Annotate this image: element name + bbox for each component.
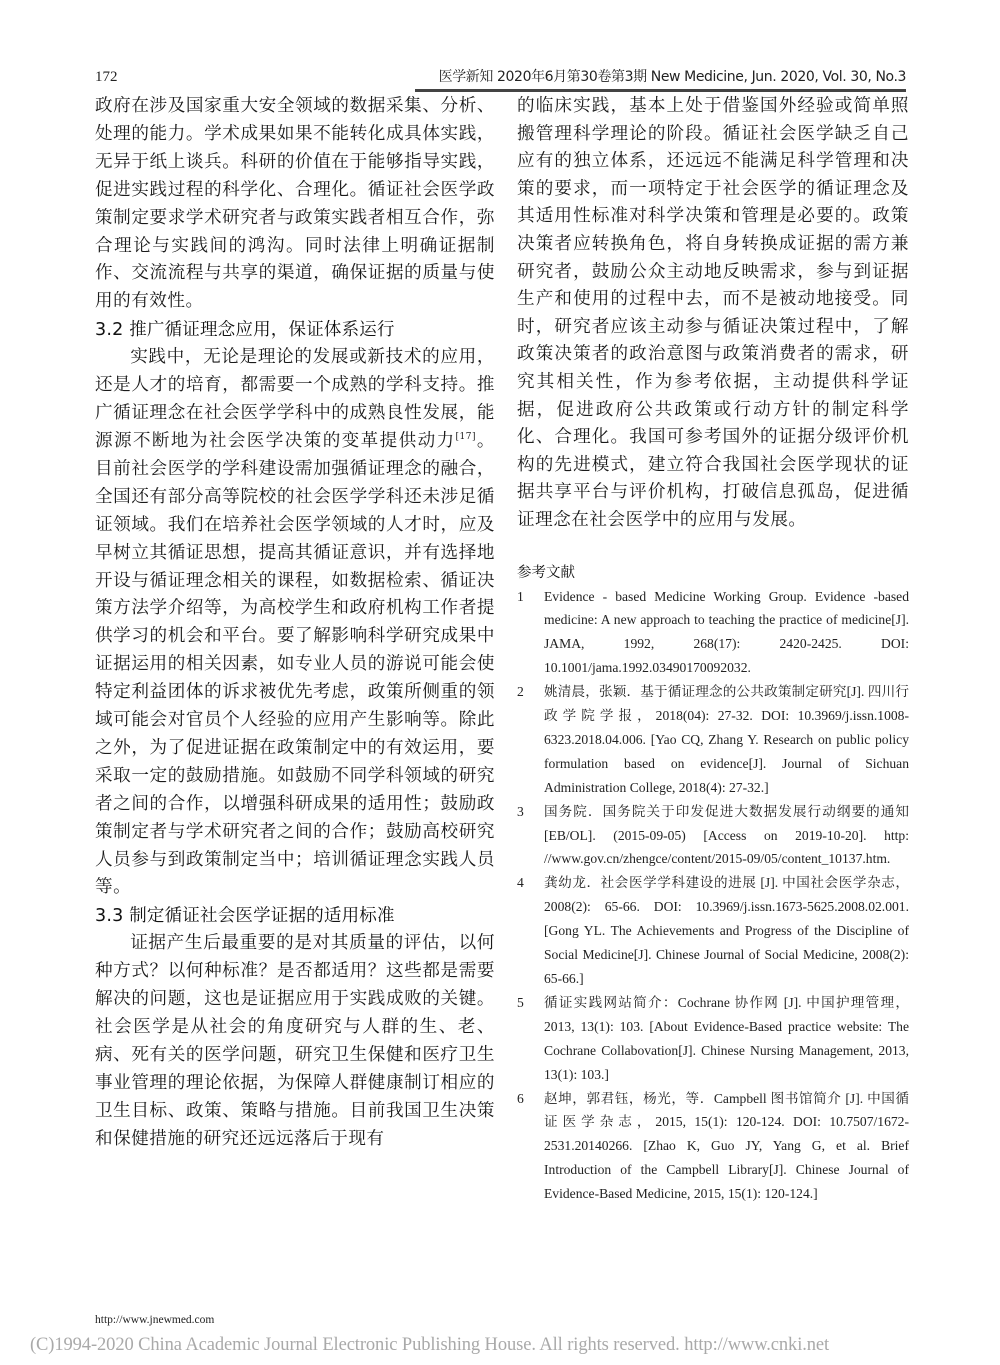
reference-item — [517, 680, 909, 800]
reference-number: 3 — [517, 803, 524, 819]
reference-number: 4 — [517, 875, 524, 891]
reference-number: 2 — [517, 684, 524, 700]
reference-item — [517, 585, 909, 681]
right-column — [517, 93, 909, 1206]
running-head: 医学新知 2020年6月第30卷第3期 New Medicine, Jun. 2020, Vol. 30, No.3 — [438, 69, 906, 85]
reference-text: 姚清晨，张颖．基于循证理念的公共政策制定研究[J]. 四川行政学院学报，2018(04): 27-32. DOI: 10.3969/j.issn.1008-6323.2018.04.006. [Yao CQ, Zhang Y. Research on public policy formulation based on evidence[J]. Journal of Sichuan Administration College, 2018(4): 27-32.] — [544, 684, 909, 795]
reference-text: 赵坤，郭君钰，杨光，等．Campbell 图书馆简介 [J]. 中国循证医学杂志，2015, 15(1): 120-124. DOI: 10.7507/1672-2531.20140266. [Zhao K, Guo JY, Yang G, et al. Brief Introduction of the Campbell Library[J]. Chinese Journal of Evidence-Based Medicine, 2015, 15(1): 120-124.] — [544, 1090, 909, 1202]
reference-number: 1 — [517, 588, 524, 604]
body-paragraph: 政府在涉及国家重大安全领域的数据采集、分析、处理的能力。学术成果如果不能转化成具体实践，无异于纸上谈兵。科研的价值在于能够指导实践，促进实践过程的科学化、合理化。循证社会医学政策制定要求学术研究者与政策实践者相互合作，弥合理论与实践间的鸿沟。同时法律上明确证据制作、交流流程与共享的渠道，确保证据的质量与使用的有效性。 — [95, 96, 495, 312]
reference-number: 6 — [517, 1090, 524, 1106]
body-paragraph — [95, 344, 495, 902]
paragraph-text: 。目前社会医学的学科建设需加强循证理念的融合，全国还有部分高等院校的社会医学学科还未涉足循证领域。我们在培养社会医学领域的人才时，应及早树立其循证思想，提高其循证意识，并有选择地开设与循证理念相关的课程，如数据检索、循证决策方法学介绍等，为高校学生和政府机构工作者提供学习的机会和平台。要了解影响科学研究成果中证据运用的相关因素，如专业人员的游说可能会使特定利益团体的诉求被优先考虑，政策所侧重的领域可能会对官员个人经验的应用产生影响等。除此之外，为了促进证据在政策制定中的有效运用，要采取一定的鼓励措施。如鼓励不同学科领域的研究者之间的合作，以增强科研成果的适用性；鼓励政策制定者与学术研究者之间的合作；鼓励高校研究人员参与到政策制定当中；培训循证理念实践人员等。 — [95, 430, 495, 898]
reference-list — [517, 585, 909, 1207]
left-column — [95, 93, 495, 1154]
reference-item — [517, 800, 909, 872]
reference-item — [517, 991, 909, 1087]
reference-text: 龚幼龙．社会医学学科建设的进展 [J]. 中国社会医学杂志，2008(2): 65-66. DOI: 10.3969/j.issn.1673-5625.2008.02.001. [Gong YL. The Achievements and Progress of the Discipline of Social Medicine[J]. Chinese Journal of Social Medicine, 2008(2): 65-66.] — [544, 875, 909, 986]
section-heading-3-2: 3.2 推广循证理念应用，保证体系运行 — [95, 320, 395, 341]
page-number: 172 — [95, 69, 118, 85]
reference-item — [517, 871, 909, 991]
reference-text: Evidence - based Medicine Working Group. Evidence -based medicine: A new approach to teaching the practice of medicine[J]. JAMA, 1992, 268(17): 2420-2425. DOI: 10.1001/jama.1992.03490170092032. — [544, 588, 909, 676]
header-rule — [415, 89, 906, 92]
references-title: 参考文献 — [517, 564, 575, 581]
body-paragraph: 证据产生后最重要的是对其质量的评估，以何种方式？以何种标准？是否都适用？这些都是需要解决的问题，这也是证据应用于实践成败的关键。社会医学是从社会的角度研究与人群的生、老、病、死有关的医学问题，研究卫生保健和医疗卫生事业管理的理论依据，为保障人群健康制订相应的卫生目标、政策、策略与措施。目前我国卫生决策和保健措施的研究还远远落后于现有 — [95, 933, 495, 1149]
citation-link[interactable]: [17] — [455, 431, 476, 442]
section-heading-3-3: 3.3 制定循证社会医学证据的适用标准 — [95, 906, 395, 927]
body-paragraph: 的临床实践，基本上处于借鉴国外经验或简单照搬管理科学理论的阶段。循证社会医学缺乏自己应有的独立体系，还远远不能满足科学管理和决策的要求，而一项特定于社会医学的循证理念及其适用性标准对科学决策和管理是必要的。政策决策者应转换角色，将自身转换成证据的需方兼研究者，鼓励公众主动地反映需求，参与到证据生产和使用的过程中去，而不是被动地接受。同时，研究者应该主动参与循证决策过程中，了解政策决策者的政治意图与政策消费者的需求，研究其相关性，作为参考依据，主动提供科学证据，促进政府公共政策或行动方针的制定科学化、合理化。我国可参考国外的证据分级评价机构的先进模式，建立符合我国社会医学现状的证据共享平台与评价机构，打破信息孤岛，促进循证理念在社会医学中的应用与发展。 — [517, 96, 909, 530]
reference-text: 循证实践网站简介：Cochrane 协作网 [J]. 中国护理管理，2013, 13(1): 103. [About Evidence-Based practice website: The Cochrane Collabovation[J]. Chinese Nursing Management, 2013, 13(1): 103.] — [544, 994, 909, 1082]
reference-text: 国务院．国务院关于印发促进大数据发展行动纲要的通知 [EB/OL]. (2015-09-05) [Access on 2019-10-20]. http: //www.gov.cn/zhengce/content/2015-09/05/content_10137.htm. — [544, 803, 909, 867]
paragraph-text: 实践中，无论是理论的发展或新技术的应用，还是人才的培育，都需要一个成熟的学科支持。推广循证理念在社会医学学科中的成熟良性发展，能源源不断地为社会医学决策的变革提供动力 — [95, 347, 495, 451]
reference-number: 5 — [517, 994, 524, 1010]
copyright-watermark: (C)1994-2020 China Academic Journal Electronic Publishing House. All rights reserved. http://www.cnki.net — [30, 1335, 830, 1355]
reference-item — [517, 1087, 909, 1207]
journal-url-link[interactable]: http://www.jnewmed.com — [95, 1314, 215, 1326]
